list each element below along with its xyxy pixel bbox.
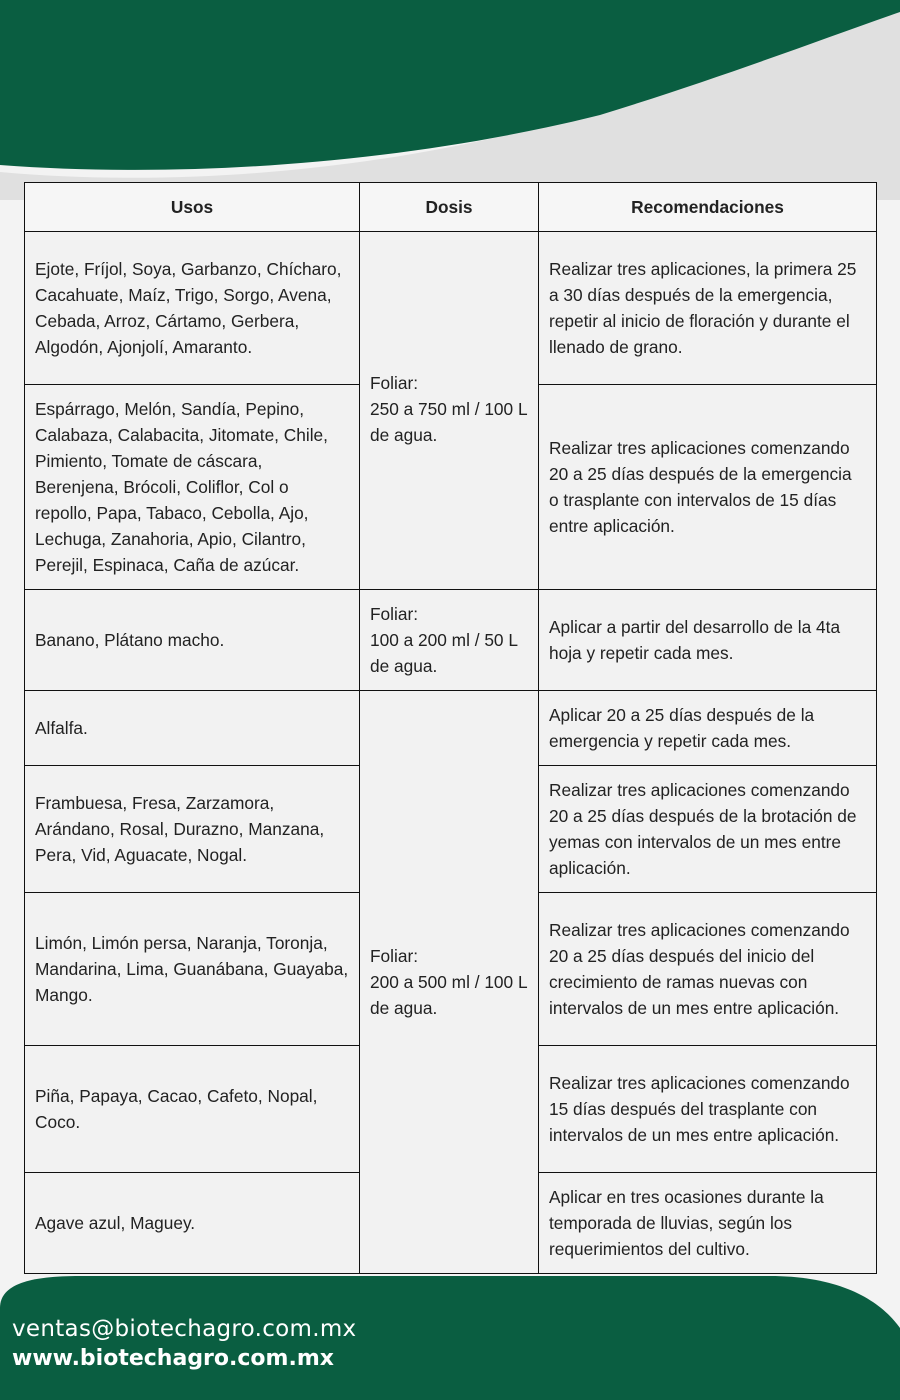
usos-cell: Frambuesa, Fresa, Zarzamora, Arándano, Rosal, Durazno, Manzana, Pera, Vid, Aguacate, Nogal. xyxy=(25,766,360,893)
usos-cell: Banano, Plátano macho. xyxy=(25,590,360,691)
recomendacion-cell: Realizar tres aplicaciones comenzando 20 a 25 días después del inicio del crecimiento de ramas nuevas con intervalos de un mes entre aplicación. xyxy=(539,893,877,1046)
footer-website[interactable]: www.biotechagro.com.mx xyxy=(12,1346,334,1371)
recomendacion-cell: Aplicar en tres ocasiones durante la temporada de lluvias, según los requerimientos del cultivo. xyxy=(539,1173,877,1274)
dosis-value: 250 a 750 ml / 100 L de agua. xyxy=(370,399,527,445)
table-header-row xyxy=(25,183,877,232)
recomendacion-cell: Aplicar a partir del desarrollo de la 4ta hoja y repetir cada mes. xyxy=(539,590,877,691)
table-row xyxy=(25,232,877,385)
recomendacion-cell: Aplicar 20 a 25 días después de la emergencia y repetir cada mes. xyxy=(539,691,877,766)
recomendacion-cell: Realizar tres aplicaciones comenzando 15 días después del trasplante con intervalos de un mes entre aplicación. xyxy=(539,1046,877,1173)
usos-cell: Ejote, Fríjol, Soya, Garbanzo, Chícharo, Cacahuate, Maíz, Trigo, Sorgo, Avena, Cebada, Arroz, Cártamo, Gerbera, Algodón, Ajonjolí, Amaranto. xyxy=(25,232,360,385)
dosage-table xyxy=(24,182,877,1274)
recomendacion-cell: Realizar tres aplicaciones comenzando 20 a 25 días después de la emergencia o trasplante con intervalos de 15 días entre aplicación. xyxy=(539,385,877,590)
dosis-label: Foliar: xyxy=(370,373,419,393)
table-row xyxy=(25,691,877,766)
header-dosis: Dosis xyxy=(360,183,539,232)
usos-cell: Limón, Limón persa, Naranja, Toronja, Mandarina, Lima, Guanábana, Guayaba, Mango. xyxy=(25,893,360,1046)
dosis-label: Foliar: xyxy=(370,946,419,966)
footer-email[interactable]: ventas@biotechagro.com.mx xyxy=(12,1316,357,1342)
dosis-label: Foliar: xyxy=(370,604,419,624)
table-row xyxy=(25,590,877,691)
usos-cell: Alfalfa. xyxy=(25,691,360,766)
header-usos: Usos xyxy=(25,183,360,232)
dosis-cell xyxy=(360,232,539,590)
header-wave-decoration xyxy=(0,0,900,200)
usos-cell: Piña, Papaya, Cacao, Cafeto, Nopal, Coco. xyxy=(25,1046,360,1173)
dosis-cell xyxy=(360,590,539,691)
dosis-cell xyxy=(360,691,539,1274)
dosis-value: 100 a 200 ml / 50 L de agua. xyxy=(370,630,518,676)
dosis-value: 200 a 500 ml / 100 L de agua. xyxy=(370,972,527,1018)
header-recomendaciones: Recomendaciones xyxy=(539,183,877,232)
usos-cell: Espárrago, Melón, Sandía, Pepino, Calabaza, Calabacita, Jitomate, Chile, Pimiento, Tomate de cáscara, Berenjena, Brócoli, Coliflor, Col o repollo, Papa, Tabaco, Cebolla, Ajo, Lechuga, Zanahoria, Apio, Cilantro, Perejil, Espinaca, Caña de azúcar. xyxy=(25,385,360,590)
recomendacion-cell: Realizar tres aplicaciones, la primera 25 a 30 días después de la emergencia, repetir al inicio de floración y durante el llenado de grano. xyxy=(539,232,877,385)
recomendacion-cell: Realizar tres aplicaciones comenzando 20 a 25 días después de la brotación de yemas con intervalos de un mes entre aplicación. xyxy=(539,766,877,893)
usos-cell: Agave azul, Maguey. xyxy=(25,1173,360,1274)
